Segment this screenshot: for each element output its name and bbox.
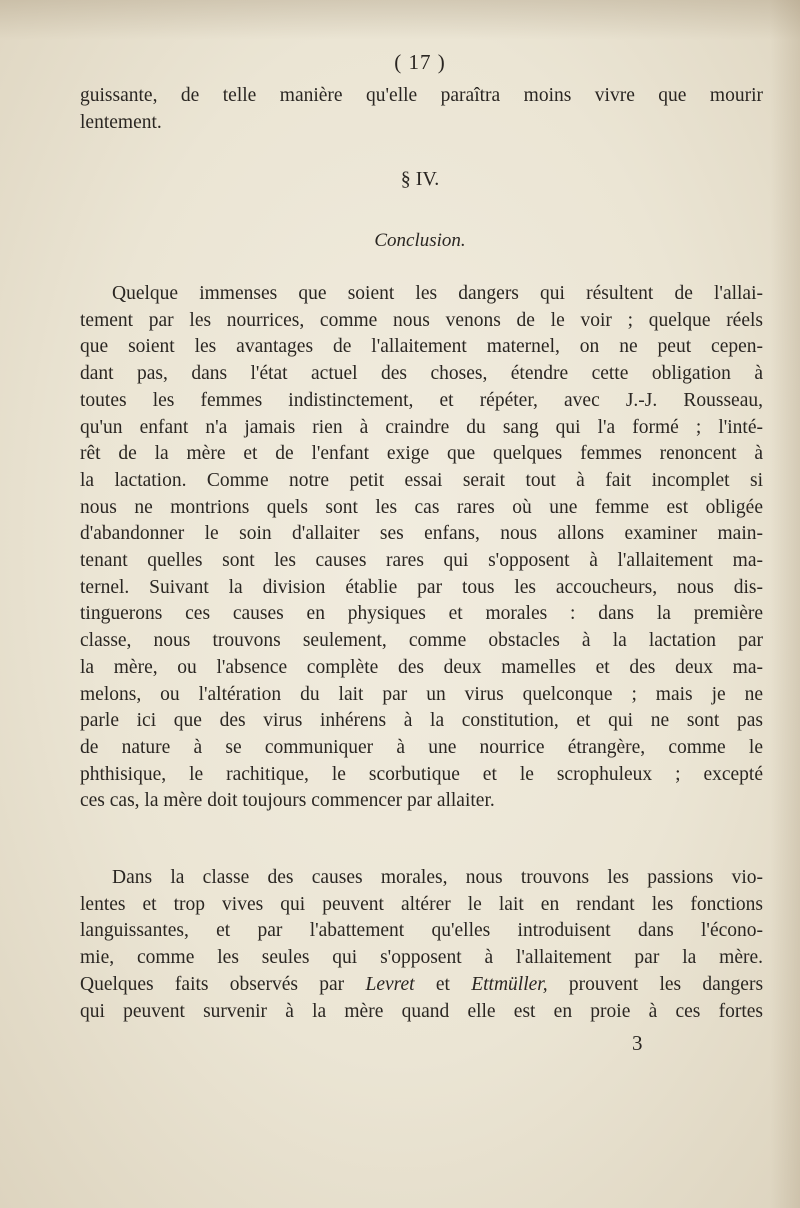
- text-line: tenant quelles sont les causes rares qui s'opposent à l'allaitement ma-: [80, 550, 763, 572]
- text-line: la mère, ou l'absence complète des deux mamelles et des deux ma-: [80, 656, 763, 678]
- text-line: parle ici que des virus inhérens à la constitution, et qui ne sont pas: [80, 710, 763, 732]
- text-line: ternel. Suivant la division établie par tous les accoucheurs, nous dis-: [80, 576, 763, 598]
- text-line: languissantes, et par l'abattement qu'elles introduisent dans l'écono-: [80, 920, 763, 942]
- text-fragment: Quelques faits observés par: [80, 973, 345, 995]
- text-fragment: et: [435, 973, 450, 995]
- text-line: Dans la classe des causes morales, nous trouvons les passions vio-: [112, 867, 763, 888]
- text-line: lentes et trop vives qui peuvent altérer le lait en rendant les fonctions: [80, 893, 763, 915]
- text-line: lentement.: [80, 111, 162, 133]
- text-line: tement par les nourrices, comme nous venons de le voir ; quelque réels: [80, 309, 763, 331]
- text-line-with-names: [80, 972, 763, 999]
- text-line: phthisique, le rachitique, le scorbutique et le scrophuleux ; excepté: [80, 763, 763, 785]
- text-line: qui peuvent survenir à la mère quand elle est en proie à ces fortes: [80, 1000, 763, 1022]
- author-name-levret: Levret: [365, 973, 415, 995]
- text-line: tinguerons ces causes en physiques et morales : dans la première: [80, 603, 763, 625]
- text-line: ces cas, la mère doit toujours commencer par allaiter.: [80, 790, 495, 812]
- paragraph-moral-causes: [80, 865, 763, 1025]
- text-line: Quelque immenses que soient les dangers qui résultent de l'allai-: [112, 283, 763, 304]
- text-line: qu'un enfant n'a jamais rien à craindre du sang qui l'a formé ; l'inté-: [80, 416, 763, 438]
- text-line: la lactation. Comme notre petit essai serait tout à fait incomplet si: [80, 469, 763, 491]
- text-line: mie, comme les seules qui s'opposent à l'allaitement par la mère.: [80, 947, 763, 969]
- text-line: nous ne montrions quels sont les cas rares où une femme est obligée: [80, 496, 763, 518]
- author-name-ettmuller: Ettmüller,: [471, 973, 548, 995]
- text-line: rêt de la mère et de l'enfant exige que quelques femmes renoncent à: [80, 443, 763, 465]
- text-line: classe, nous trouvons seulement, comme obstacles à la lactation par: [80, 630, 763, 652]
- signature-mark: 3: [632, 1031, 643, 1055]
- paragraph-continuation: [80, 83, 763, 136]
- text-line: melons, ou l'altération du lait par un virus quelconque ; mais je ne: [80, 683, 763, 705]
- text-line: de nature à se communiquer à une nourrice étrangère, comme le: [80, 736, 763, 758]
- page-number: ( 17 ): [394, 50, 446, 74]
- text-line: que soient les avantages de l'allaitement maternel, on ne peut cepen-: [80, 336, 763, 358]
- text-line: dant pas, dans l'état actuel des choses, étendre cette obligation à: [80, 363, 763, 385]
- text-line: toutes les femmes indistinctement, et répéter, avec J.-J. Rousseau,: [80, 389, 763, 411]
- paragraph-conclusion: [80, 281, 763, 815]
- text-line: d'abandonner le soin d'allaiter ses enfans, nous allons examiner main-: [80, 523, 763, 545]
- text-fragment: prouvent les dangers: [568, 973, 764, 995]
- section-heading: § IV.: [400, 168, 440, 190]
- text-line: guissante, de telle manière qu'elle paraîtra moins vivre que mourir: [80, 85, 763, 106]
- section-title: Conclusion.: [374, 230, 466, 251]
